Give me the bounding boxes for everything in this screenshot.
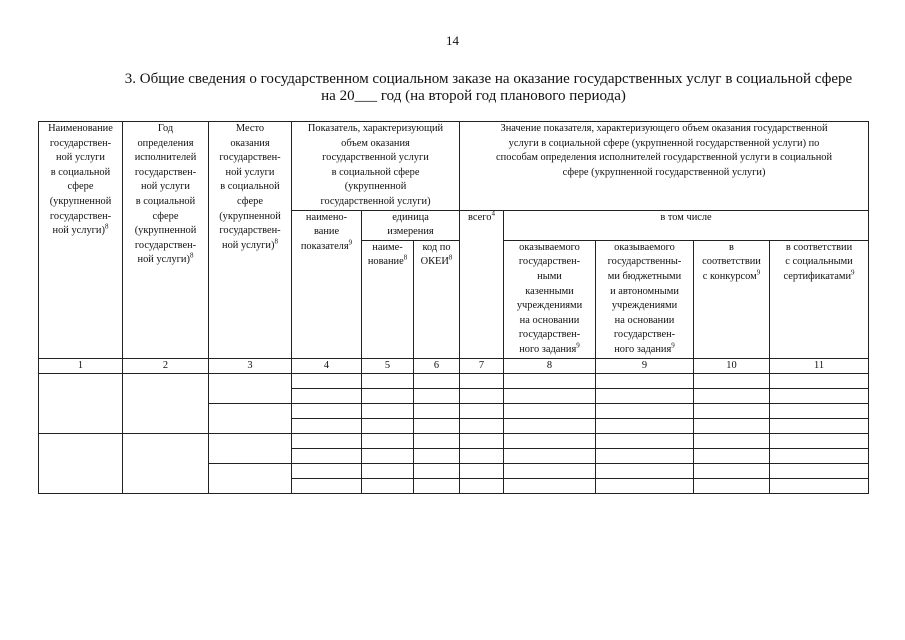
empty-cell[interactable] bbox=[694, 433, 770, 448]
empty-cell[interactable] bbox=[362, 403, 414, 418]
empty-cell[interactable] bbox=[770, 418, 869, 433]
empty-cell[interactable] bbox=[362, 388, 414, 403]
header-line: и автономными bbox=[610, 285, 679, 297]
header-line: Наименование bbox=[48, 123, 113, 134]
header-line: исполнителей bbox=[134, 152, 197, 164]
header-line: на основании bbox=[519, 314, 580, 326]
header-line: (укрупненной bbox=[49, 195, 112, 207]
empty-cell[interactable] bbox=[770, 448, 869, 463]
footnote-mark: 8 bbox=[189, 251, 194, 260]
header-line: сфере bbox=[237, 195, 263, 207]
empty-cell[interactable] bbox=[292, 418, 362, 433]
header-line: сфере bbox=[67, 181, 94, 193]
header-line: сфере (укрупненной государственной услуги) bbox=[562, 166, 766, 178]
header-line: Год bbox=[157, 123, 174, 134]
empty-cell[interactable] bbox=[362, 463, 414, 478]
empty-cell[interactable] bbox=[504, 388, 596, 403]
empty-cell[interactable] bbox=[504, 403, 596, 418]
social-order-table bbox=[38, 121, 869, 494]
column-number-cell: 2 bbox=[123, 358, 209, 373]
header-line: способам определения исполнителей государственной услуги в социальной bbox=[496, 152, 833, 164]
empty-cell[interactable] bbox=[362, 418, 414, 433]
footnote-mark: 8 bbox=[274, 237, 278, 246]
empty-cell[interactable] bbox=[209, 403, 292, 433]
header-line: оказываемого bbox=[519, 241, 580, 253]
empty-cell[interactable] bbox=[596, 403, 694, 418]
empty-cell[interactable] bbox=[123, 433, 209, 493]
empty-cell[interactable] bbox=[362, 478, 414, 493]
empty-cell[interactable] bbox=[694, 403, 770, 418]
empty-cell[interactable] bbox=[770, 373, 869, 388]
empty-cell[interactable] bbox=[596, 373, 694, 388]
empty-cell[interactable] bbox=[504, 433, 596, 448]
empty-cell[interactable] bbox=[770, 403, 869, 418]
empty-cell[interactable] bbox=[414, 373, 460, 388]
header-line: государствен- bbox=[219, 225, 281, 237]
empty-cell[interactable] bbox=[39, 433, 123, 493]
header-line: нование$^8$ bbox=[367, 253, 408, 268]
header-line: ной услуги)$^8$ bbox=[52, 222, 109, 237]
empty-cell[interactable] bbox=[460, 463, 504, 478]
empty-cell[interactable] bbox=[694, 463, 770, 478]
indicator-group-header bbox=[292, 122, 460, 211]
empty-cell[interactable] bbox=[504, 478, 596, 493]
heading-line-2: на 20___ год (на второй год планового периода) bbox=[321, 88, 626, 104]
footnote-mark: 8 bbox=[448, 253, 453, 262]
footnote-mark: 9 bbox=[576, 341, 580, 350]
empty-cell[interactable] bbox=[292, 463, 362, 478]
competition-header bbox=[694, 240, 770, 358]
column-number-cell: 9 bbox=[596, 358, 694, 373]
empty-cell[interactable] bbox=[770, 463, 869, 478]
footnote-mark: 9 bbox=[348, 238, 353, 247]
empty-cell[interactable] bbox=[460, 478, 504, 493]
header-line: наимено- bbox=[305, 211, 348, 223]
certificates-header bbox=[770, 240, 869, 358]
empty-cell[interactable] bbox=[460, 433, 504, 448]
header-line: Значение показателя, характеризующего объем оказания государственной bbox=[500, 123, 828, 134]
empty-cell[interactable] bbox=[209, 433, 292, 463]
header-line: в социальной bbox=[50, 166, 111, 178]
header-line: в bbox=[729, 241, 734, 253]
header-line: (укрупненной bbox=[344, 181, 407, 193]
column-number-cell: 4 bbox=[292, 358, 362, 373]
state-institutions-header bbox=[504, 240, 596, 358]
header-line: государственной услуги) bbox=[320, 195, 431, 207]
header-line: в социальной bbox=[135, 195, 196, 207]
unit-name-header bbox=[362, 240, 414, 358]
header-line: государствен- bbox=[49, 210, 112, 222]
header-line: государствен- bbox=[518, 329, 581, 341]
empty-cell[interactable] bbox=[292, 433, 362, 448]
empty-cell[interactable] bbox=[362, 448, 414, 463]
header-line: на основании bbox=[614, 314, 675, 326]
empty-cell[interactable] bbox=[596, 448, 694, 463]
header-line: ного задания$^9$ bbox=[614, 341, 675, 355]
header-line: ной услуги)$^8$ bbox=[222, 237, 278, 251]
header-line: сфере bbox=[152, 210, 179, 222]
empty-cell[interactable] bbox=[292, 403, 362, 418]
section-heading bbox=[0, 71, 905, 105]
header-line: вание bbox=[313, 226, 340, 238]
empty-cell[interactable] bbox=[39, 373, 123, 433]
table-row bbox=[39, 373, 869, 388]
header-line: услуги в социальной сфере (укрупненной государственной услуги) по bbox=[508, 137, 820, 149]
header-line: ной услуги bbox=[141, 181, 190, 193]
column-number-cell: 1 bbox=[39, 358, 123, 373]
footnote-mark: 9 bbox=[851, 268, 855, 277]
header-line: государственной услуги bbox=[322, 152, 429, 164]
empty-cell[interactable] bbox=[123, 373, 209, 433]
header-line: с социальными bbox=[785, 256, 853, 268]
table-row bbox=[39, 433, 869, 448]
col-service-name-header bbox=[39, 122, 123, 359]
header-line: в социальной bbox=[220, 181, 280, 193]
footnote-mark: 9 bbox=[671, 341, 675, 350]
column-number-cell: 10 bbox=[694, 358, 770, 373]
header-line: ными bbox=[537, 270, 562, 282]
empty-cell[interactable] bbox=[209, 463, 292, 493]
header-line: определения bbox=[137, 137, 194, 149]
header-line: Показатель, характеризующий bbox=[307, 123, 444, 134]
footnote-mark: 8 bbox=[403, 253, 408, 262]
header-line: ОКЕИ$^8$ bbox=[420, 253, 453, 268]
empty-cell[interactable] bbox=[694, 448, 770, 463]
page-number: 14 bbox=[446, 33, 459, 48]
value-group-header bbox=[460, 122, 869, 211]
total-header bbox=[460, 210, 504, 358]
empty-cell[interactable] bbox=[770, 433, 869, 448]
column-number-cell: 11 bbox=[770, 358, 869, 373]
empty-cell[interactable] bbox=[292, 478, 362, 493]
empty-cell[interactable] bbox=[596, 463, 694, 478]
header-line: ной услуги bbox=[225, 166, 275, 178]
indicator-name-header bbox=[292, 210, 362, 358]
header-line: с конкурсом$^9$ bbox=[702, 268, 761, 282]
header-line: учреждениями bbox=[516, 300, 583, 312]
empty-cell[interactable] bbox=[460, 373, 504, 388]
header-line: оказываемого bbox=[614, 241, 675, 253]
column-number-cell: 8 bbox=[504, 358, 596, 373]
empty-cell[interactable] bbox=[292, 373, 362, 388]
column-number-row bbox=[39, 358, 869, 373]
header-line: государствен- bbox=[134, 239, 197, 251]
column-number-cell: 3 bbox=[209, 358, 292, 373]
empty-cell[interactable] bbox=[362, 373, 414, 388]
header-line: наиме- bbox=[372, 241, 403, 253]
header-line: единица bbox=[392, 211, 429, 223]
empty-cell[interactable] bbox=[694, 418, 770, 433]
okei-header bbox=[414, 240, 460, 358]
header-line: ной услуги bbox=[56, 152, 105, 164]
empty-cell[interactable] bbox=[209, 373, 292, 403]
footnote-mark: 9 bbox=[756, 268, 761, 277]
empty-cell[interactable] bbox=[504, 418, 596, 433]
empty-cell[interactable] bbox=[414, 388, 460, 403]
empty-cell[interactable] bbox=[770, 388, 869, 403]
header-line: Место bbox=[235, 123, 265, 134]
empty-cell[interactable] bbox=[362, 433, 414, 448]
column-number-cell: 7 bbox=[460, 358, 504, 373]
header-line: государствен- bbox=[134, 166, 197, 178]
empty-cell[interactable] bbox=[504, 463, 596, 478]
empty-cell[interactable] bbox=[414, 418, 460, 433]
empty-cell[interactable] bbox=[596, 418, 694, 433]
header-line: оказания bbox=[230, 137, 270, 149]
empty-cell[interactable] bbox=[504, 448, 596, 463]
empty-cell[interactable] bbox=[694, 373, 770, 388]
empty-cell[interactable] bbox=[770, 478, 869, 493]
empty-cell[interactable] bbox=[596, 478, 694, 493]
header-line: измерения bbox=[387, 226, 434, 238]
header-line: в социальной сфере bbox=[331, 166, 420, 178]
empty-cell[interactable] bbox=[414, 433, 460, 448]
empty-cell[interactable] bbox=[504, 373, 596, 388]
header-line: ного задания$^9$ bbox=[519, 341, 580, 355]
header-line: сертификатами$^9$ bbox=[783, 268, 855, 282]
footnote-mark: 8 bbox=[104, 222, 109, 231]
empty-cell[interactable] bbox=[694, 388, 770, 403]
header-line: ми бюджетными bbox=[607, 270, 682, 282]
col-place-header bbox=[209, 122, 292, 359]
header-line: учреждениями bbox=[611, 300, 678, 312]
empty-cell[interactable] bbox=[460, 448, 504, 463]
header-line: государствен- bbox=[518, 256, 581, 268]
header-line: государствен- bbox=[613, 329, 676, 341]
header-line: объем оказания bbox=[341, 137, 410, 149]
empty-cell[interactable] bbox=[292, 448, 362, 463]
empty-cell[interactable] bbox=[596, 388, 694, 403]
empty-cell[interactable] bbox=[596, 433, 694, 448]
header-line: (укрупненной bbox=[219, 210, 281, 222]
empty-cell[interactable] bbox=[460, 403, 504, 418]
unit-group-header bbox=[362, 210, 460, 240]
heading-line-1: 3. Общие сведения о государственном социальном заказе на оказание государственных услуг в социальной сфере bbox=[124, 71, 853, 87]
budget-autonomous-header bbox=[596, 240, 694, 358]
col-year-header bbox=[123, 122, 209, 359]
column-number-cell: 5 bbox=[362, 358, 414, 373]
empty-cell[interactable] bbox=[414, 403, 460, 418]
header-line: государствен- bbox=[219, 152, 281, 164]
total-footnote: 4 bbox=[491, 209, 495, 218]
empty-cell[interactable] bbox=[292, 388, 362, 403]
total-label: всего bbox=[468, 211, 492, 223]
header-line: (укрупненной bbox=[134, 225, 197, 237]
header-line: показателя$^9$ bbox=[300, 238, 353, 252]
header-line: казенными bbox=[525, 285, 574, 297]
header-line: государственны- bbox=[607, 256, 682, 268]
column-number-cell: 6 bbox=[414, 358, 460, 373]
header-line: государствен- bbox=[49, 137, 112, 149]
including-header: в том числе bbox=[504, 210, 869, 240]
header-line: код по bbox=[422, 241, 451, 253]
header-line: в соответствии bbox=[785, 241, 853, 253]
header-line: ной услуги)$^8$ bbox=[137, 251, 194, 266]
empty-cell[interactable] bbox=[414, 448, 460, 463]
empty-cell[interactable] bbox=[414, 478, 460, 493]
empty-cell[interactable] bbox=[460, 388, 504, 403]
empty-cell[interactable] bbox=[460, 418, 504, 433]
empty-cell[interactable] bbox=[694, 478, 770, 493]
empty-cell[interactable] bbox=[414, 463, 460, 478]
header-line: соответствии bbox=[702, 256, 761, 268]
